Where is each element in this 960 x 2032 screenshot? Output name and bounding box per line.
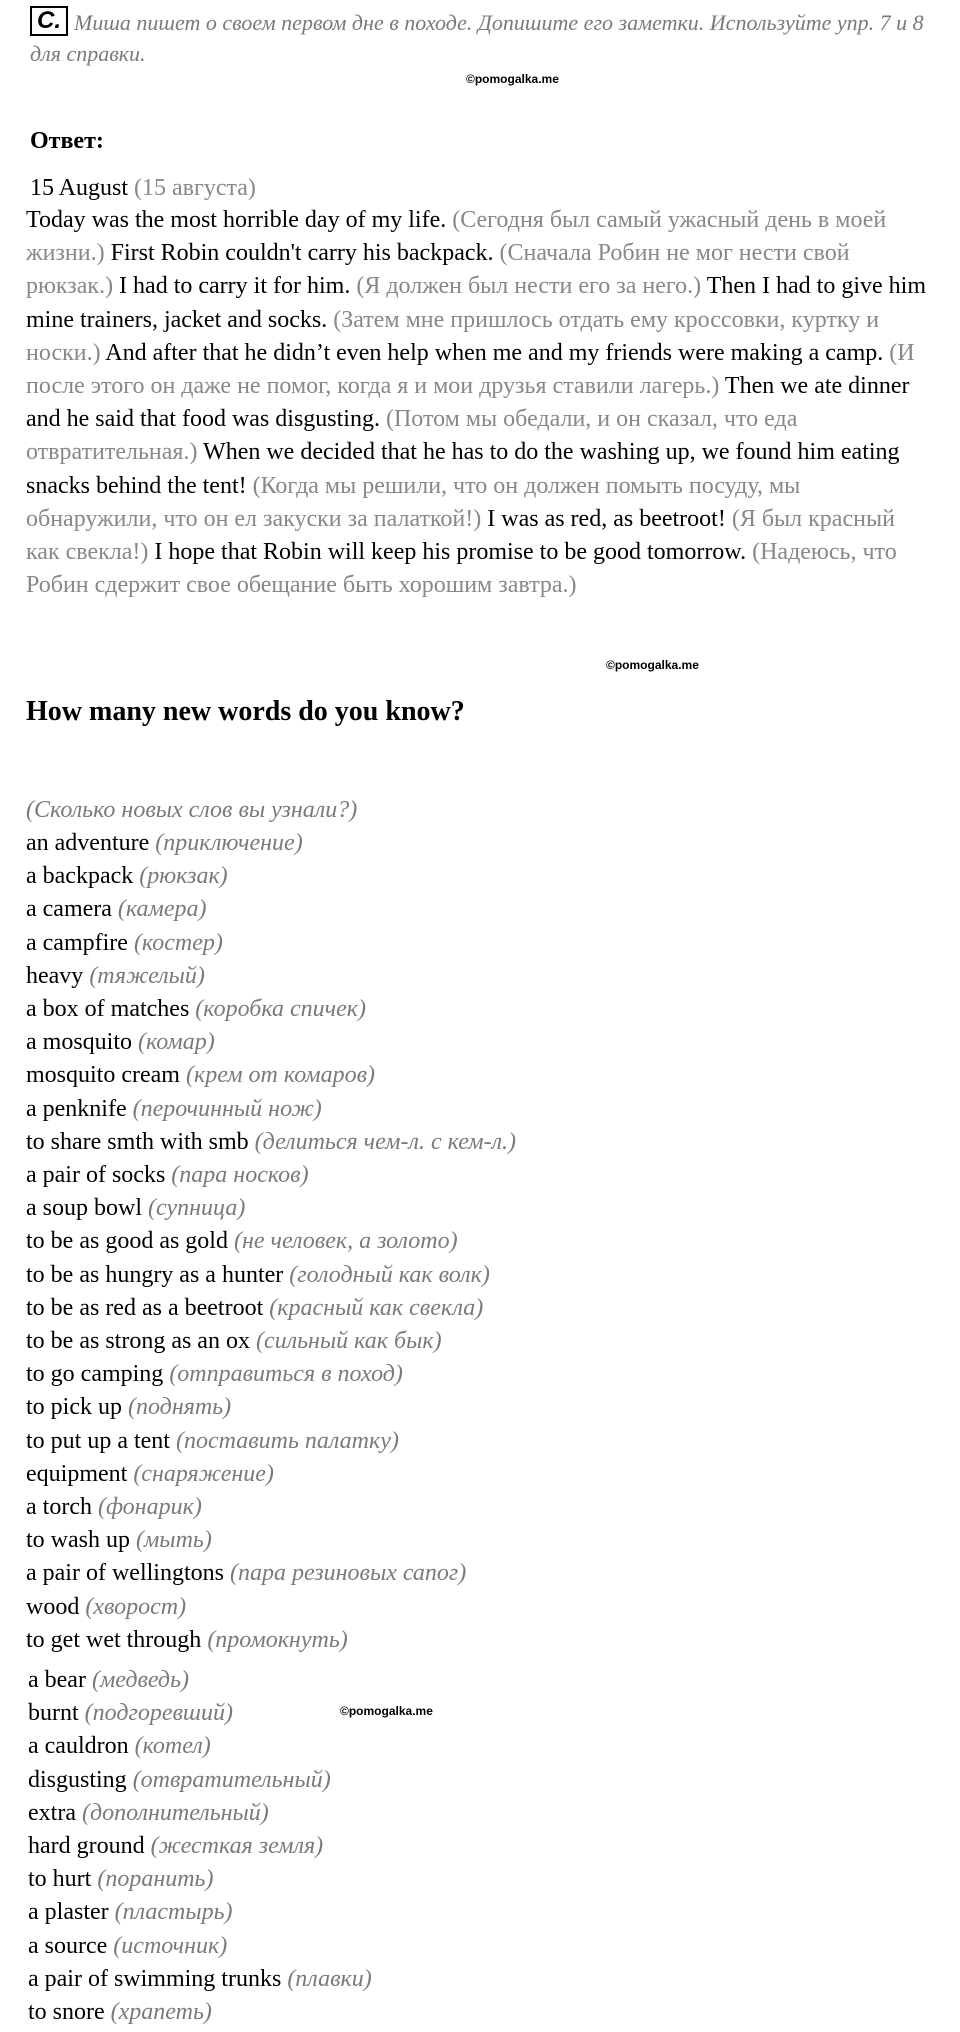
date-en: 15 August (30, 175, 129, 201)
task-instruction (30, 6, 930, 69)
word-translation: (камера) (117, 896, 207, 923)
list-item (28, 1930, 372, 1963)
section-subtitle: (Сколько новых слов вы узнали?) (26, 797, 358, 823)
list-item (26, 1491, 516, 1524)
task-letter-badge: C. (30, 6, 68, 36)
word-translation: (поднять) (128, 1394, 232, 1421)
word-translation: (перочинный нож) (132, 1095, 322, 1122)
word-en: a campfire (26, 929, 128, 956)
word-translation: (пара носков) (171, 1162, 309, 1189)
word-en: a backpack (26, 863, 134, 890)
word-en: an adventure (26, 830, 150, 856)
word-translation: (тяжелый) (89, 962, 205, 989)
list-item (26, 1358, 516, 1391)
word-en: to get wet through (26, 1626, 202, 1653)
word-translation: (хворост) (85, 1593, 187, 1620)
diary-date (30, 172, 256, 204)
sentence-translation: (Когда мы решили, что он должен помыть посуду, мы обнаружили, что он ел закуски за палаткой!) (26, 472, 801, 532)
word-translation: (сильный как бык) (255, 1328, 442, 1355)
section-title: How many new words do you know? (26, 696, 465, 727)
list-item (26, 1391, 516, 1424)
list-item (28, 1963, 372, 1996)
vocabulary-list-extra (28, 1664, 372, 2029)
word-translation: (медведь) (91, 1667, 189, 1693)
word-en: to snore (28, 1999, 105, 2026)
word-en: to wash up (26, 1527, 130, 1554)
word-en: to share smth with smb (26, 1128, 249, 1155)
list-item (26, 1026, 516, 1059)
word-translation: (отправиться в поход) (169, 1361, 403, 1388)
list-item (26, 860, 516, 893)
word-en: a pair of wellingtons (26, 1560, 224, 1587)
word-en: to be as strong as an ox (26, 1328, 250, 1355)
list-item (26, 927, 516, 960)
word-translation: (комар) (138, 1029, 215, 1056)
word-translation: (не человек, а золото) (233, 1228, 458, 1255)
word-en: disgusting (28, 1766, 127, 1793)
diary-entry (26, 204, 926, 602)
word-en: mosquito cream (26, 1062, 180, 1089)
word-en: wood (26, 1593, 80, 1620)
list-item (28, 1730, 372, 1763)
word-en: a cauldron (28, 1733, 129, 1760)
list-item (28, 1863, 372, 1896)
word-translation: (крем от комаров) (185, 1062, 376, 1089)
word-en: to hurt (28, 1866, 92, 1893)
list-item (28, 1764, 372, 1797)
word-en: a camera (26, 896, 112, 923)
word-translation: (снаряжение) (133, 1460, 274, 1487)
sentence-en: And after that he didn’t even help when me and my friends were making a camp. (105, 339, 884, 366)
word-translation: (голодный как волк) (289, 1261, 490, 1288)
sentence-en: First Robin couldn't carry his backpack. (110, 240, 494, 267)
word-translation: (поранить) (97, 1866, 214, 1893)
sentence-translation: (Потом мы обедали, и он сказал, что еда отвратительная.) (26, 406, 798, 466)
list-item (26, 1458, 516, 1491)
list-item (26, 1624, 516, 1657)
word-translation: (отвратительный) (132, 1766, 331, 1793)
list-item (28, 1797, 372, 1830)
word-en: a source (28, 1932, 108, 1959)
vocabulary-list (26, 827, 516, 1657)
word-en: a pair of swimming trunks (28, 1965, 282, 1992)
word-en: a torch (26, 1494, 92, 1521)
word-translation: (супница) (148, 1195, 246, 1222)
word-en: a box of matches (26, 996, 190, 1023)
word-translation: (источник) (113, 1932, 228, 1959)
word-translation: (поставить палатку) (175, 1427, 399, 1454)
word-en: to be as hungry as a hunter (26, 1261, 284, 1288)
word-en: a mosquito (26, 1029, 132, 1056)
word-en: a soup bowl (26, 1195, 142, 1222)
sentence-en: When we decided that he has to do the washing up, we found him eating snacks behind the tent! (26, 439, 900, 499)
word-translation: (храпеть) (110, 1999, 212, 2026)
list-item (26, 1557, 516, 1590)
word-translation: (рюкзак) (139, 863, 228, 890)
word-translation: (жесткая земля) (150, 1833, 324, 1860)
word-en: extra (28, 1799, 76, 1826)
list-item (26, 1159, 516, 1192)
watermark: ©pomogalka.me (606, 658, 699, 672)
word-en: a pair of socks (26, 1162, 166, 1189)
sentence-translation: (Я должен был нести его за него.) (356, 273, 702, 300)
sentence-translation: (Надеюсь, что Робин сдержит свое обещание быть хорошим завтра.) (26, 539, 897, 599)
word-en: to go camping (26, 1361, 164, 1388)
list-item (26, 1059, 516, 1092)
sentence-translation: (Я был красный как свекла!) (26, 505, 895, 566)
task-text: Миша пишет о своем первом дне в походе. Допишите его заметки. Используйте упр. 7 и 8 для справки. (30, 10, 924, 66)
sentence-translation: (И после этого он даже не помог, когда я и мои друзья ставили лагерь.) (26, 339, 915, 400)
sentence-translation: (Сначала Робин не мог нести свой рюкзак.) (26, 240, 850, 300)
word-translation: (подгоревший) (84, 1700, 234, 1727)
list-item (28, 1896, 372, 1929)
word-en: to be as good as gold (26, 1228, 228, 1255)
list-item (26, 827, 516, 860)
list-item (28, 1830, 372, 1863)
list-item (28, 1697, 372, 1730)
sentence-translation: (Сегодня был самый ужасный день в моей жизни.) (26, 207, 887, 267)
watermark: ©pomogalka.me (340, 1704, 433, 1718)
sentence-en: I hope that Robin will keep his promise to be good tomorrow. (154, 539, 747, 566)
word-translation: (пара резиновых сапог) (229, 1560, 467, 1587)
word-translation: (приключение) (155, 830, 303, 856)
word-en: heavy (26, 962, 84, 989)
sentence-en: I had to carry it for him. (119, 273, 351, 300)
word-en: to be as red as a beetroot (26, 1294, 264, 1321)
sentence-translation: (Затем мне пришлось отдать ему кроссовки, куртку и носки.) (26, 306, 880, 366)
list-item (26, 1524, 516, 1557)
list-item (26, 1425, 516, 1458)
word-translation: (фонарик) (97, 1494, 202, 1521)
word-en: burnt (28, 1700, 79, 1727)
sentence-en: I was as red, as beetroot! (487, 505, 726, 532)
word-en: a plaster (28, 1899, 109, 1926)
sentence-en: Today was the most horrible day of my life. (26, 207, 447, 233)
list-item (26, 893, 516, 926)
list-item (26, 960, 516, 993)
list-item (26, 1192, 516, 1225)
list-item (26, 1126, 516, 1159)
list-item (28, 1664, 372, 1697)
word-en: a bear (28, 1667, 86, 1693)
list-item (26, 1225, 516, 1258)
word-translation: (мыть) (136, 1527, 212, 1554)
list-item (26, 993, 516, 1026)
word-translation: (плавки) (287, 1965, 372, 1992)
list-item (26, 1259, 516, 1292)
answer-label: Ответ: (30, 128, 104, 154)
word-translation: (дополнительный) (81, 1799, 269, 1826)
list-item (26, 1093, 516, 1126)
word-en: equipment (26, 1460, 128, 1487)
word-translation: (котел) (134, 1733, 211, 1760)
date-ru: (15 августа) (134, 175, 256, 201)
sentence-en: Then I had to give him mine trainers, jacket and socks. (26, 273, 926, 333)
word-translation: (пластырь) (114, 1899, 233, 1926)
list-item (26, 1292, 516, 1325)
word-translation: (делиться чем-л. с кем-л.) (254, 1128, 517, 1155)
list-item (26, 1325, 516, 1358)
list-item (28, 1996, 372, 2029)
word-translation: (коробка спичек) (195, 996, 366, 1023)
watermark: ©pomogalka.me (466, 72, 559, 86)
word-en: hard ground (28, 1833, 145, 1860)
list-item (26, 1591, 516, 1624)
sentence-en: Then we ate dinner and he said that food was disgusting. (26, 373, 910, 433)
word-translation: (промокнуть) (207, 1626, 348, 1653)
word-en: to put up a tent (26, 1427, 170, 1454)
word-en: to pick up (26, 1394, 122, 1421)
word-translation: (костер) (133, 929, 223, 956)
word-en: a penknife (26, 1095, 127, 1122)
word-translation: (красный как свекла) (269, 1294, 484, 1321)
